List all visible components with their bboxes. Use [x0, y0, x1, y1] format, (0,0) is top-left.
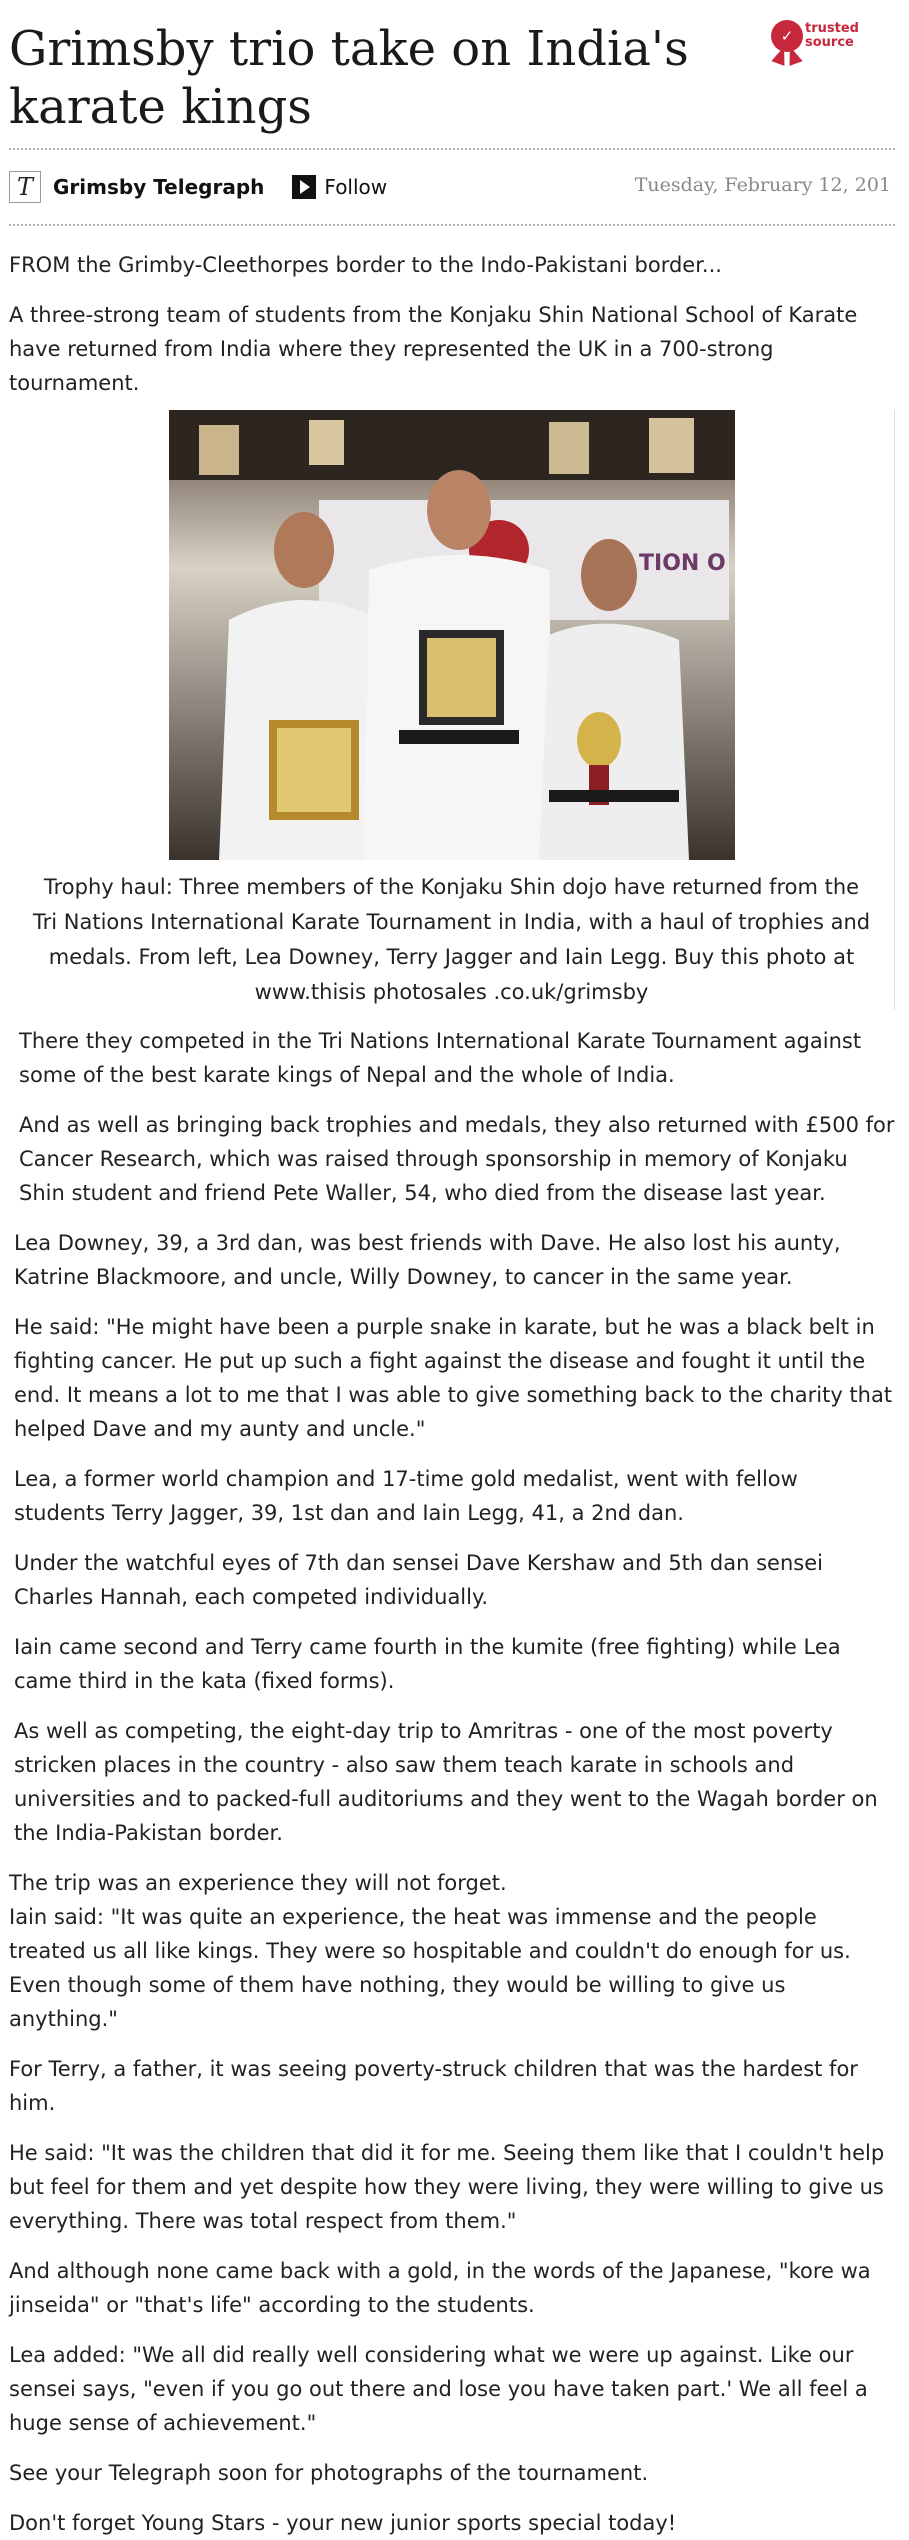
karate-team-photo[interactable] — [169, 410, 735, 860]
follow-button[interactable] — [292, 175, 387, 199]
badge-text — [805, 22, 859, 50]
body-paragraph: Lea, a former world champion and 17-time gold medalist, went with fellow students Terry Jagger, 39, 1st dan and Iain Legg, 41, a 2nd dan. — [14, 1467, 798, 1525]
body-paragraph: He said: "It was the children that did it for me. Seeing them like that I couldn't help but feel for them and yet despite how they were living, they were willing to give us everything. There was total respect from them." — [9, 2141, 885, 2233]
body-paragraph: Lea Downey, 39, a 3rd dan, was best friends with Dave. He also lost his aunty, Katrine Blackmoore, and uncle, Willy Downey, to cancer in the same year. — [14, 1231, 841, 1289]
article-body-b — [9, 1226, 895, 1850]
body-paragraph: Don't forget Young Stars - your new junior sports special today! — [9, 2511, 677, 2535]
body-paragraph: And although none came back with a gold, in the words of the Japanese, "kore wa jinseida" or "that's life" according to the students. — [9, 2259, 871, 2317]
photo-figure — [9, 410, 895, 1010]
play-icon — [292, 175, 316, 199]
telegraph-logo-icon[interactable]: T — [9, 171, 41, 203]
body-paragraph: There they competed in the Tri Nations International Karate Tournament against some of the best karate kings of Nepal and the whole of India. — [19, 1029, 862, 1087]
publication-name[interactable]: Grimsby Telegraph — [53, 175, 265, 199]
body-paragraph: The trip was an experience they will not forget. — [9, 1871, 507, 1895]
body-paragraph: See your Telegraph soon for photographs of the tournament. — [9, 2461, 649, 2485]
body-paragraph: Lea added: "We all did really well considering what we were up against. Like our sensei says, "even if you go out there and lose you have taken part.' We all feel a huge sense of achievement." — [9, 2343, 868, 2435]
article-body-a — [9, 1010, 895, 1210]
body-paragraph: Iain said: "It was quite an experience, the heat was immense and the people treated us all like kings. They were so hospitable and couldn't do enough for us. Even though some of them have nothing, they would be willing to give us anything." — [9, 1905, 851, 2031]
article-title: Grimsby trio take on India's karate kings — [9, 21, 689, 135]
body-paragraph: And as well as bringing back trophies and medals, they also returned with £500 for Cancer Research, which was raised through sponsorship in memory of Konjaku Shin student and friend Pete Waller, 54, who died from the disease last year. — [19, 1113, 895, 1205]
trusted-source-badge[interactable] — [765, 18, 861, 78]
intro-paragraph: A three-strong team of students from the Konjaku Shin National School of Karate have returned from India where they represented the UK in a 700-strong tournament. — [9, 303, 858, 395]
badge-line1: trusted — [805, 21, 859, 36]
body-paragraph: For Terry, a father, it was seeing poverty-struck children that was the hardest for him. — [9, 2057, 858, 2115]
badge-line2: source — [805, 35, 854, 50]
article-intro — [9, 226, 895, 400]
photo-caption: Trophy haul: Three members of the Konjaku Shin dojo have returned from the Tri Nations International Karate Tournament in India, with a haul of trophies and medals. From left, Lea Downey, Terry Jagger and Iain Legg. Buy this photo at www.thisis photosales .co.uk/grimsby — [32, 875, 871, 1004]
body-paragraph: Iain came second and Terry came fourth in the kumite (free fighting) while Lea came third in the kata (fixed forms). — [14, 1635, 841, 1693]
body-paragraph: Under the watchful eyes of 7th dan sensei Dave Kershaw and 5th dan sensei Charles Hannah, each competed individually. — [14, 1551, 823, 1609]
intro-paragraph: FROM the Grimby-Cleethorpes border to the Indo-Pakistani border... — [9, 253, 722, 277]
byline — [9, 150, 895, 224]
article-body-c — [9, 1866, 895, 2540]
follow-label: Follow — [324, 175, 388, 199]
svg-text:TION O: TION O — [638, 551, 726, 576]
body-paragraph: He said: "He might have been a purple snake in karate, but he was a black belt in fighting cancer. He put up such a fight against the disease and fought it until the end. It means a lot to me that I was able to give something back to the charity that helped Dave and my aunty and uncle." — [14, 1315, 893, 1441]
publish-date: Tuesday, February 12, 201 — [634, 174, 891, 196]
body-paragraph: As well as competing, the eight-day trip to Amritras - one of the most poverty stricken places in the country - also saw them teach karate in schools and universities and to packed-full auditoriums and they went to the Wagah border on the India-Pakistan border. — [14, 1719, 878, 1845]
seal-icon: ✓ — [771, 20, 803, 52]
title-row — [9, 0, 895, 148]
